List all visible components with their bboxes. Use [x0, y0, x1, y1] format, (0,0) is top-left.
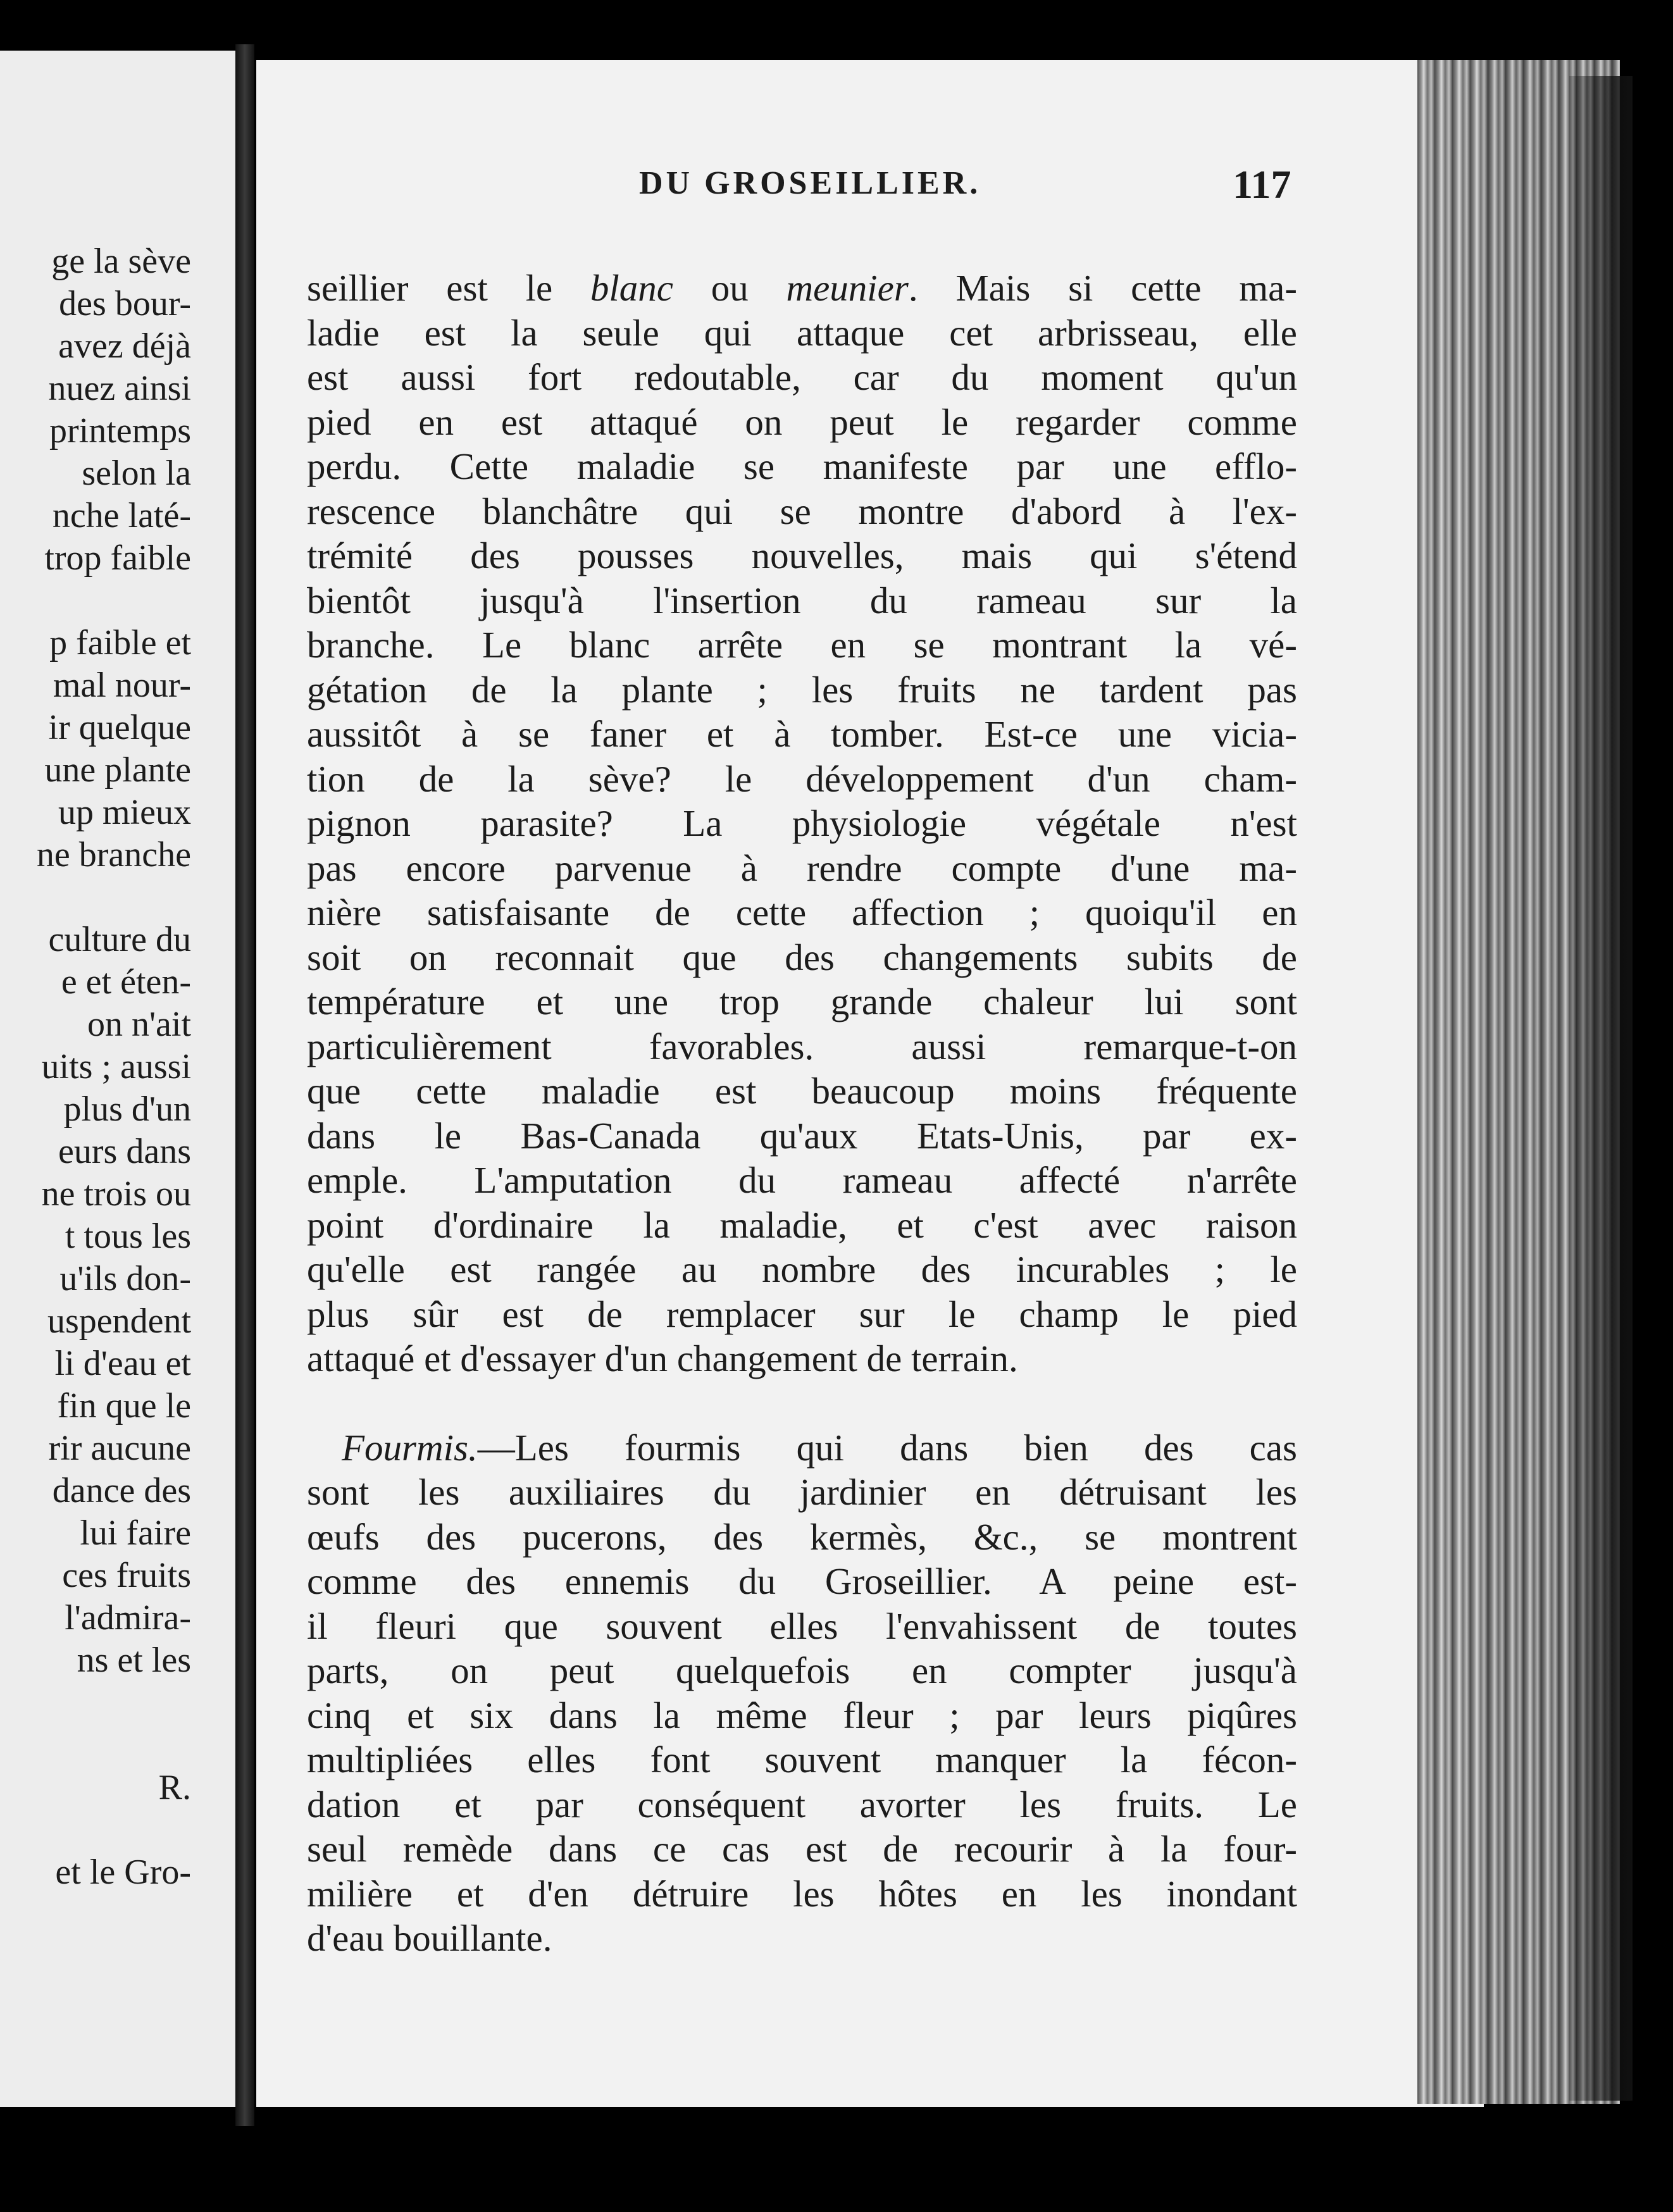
- left-text-line: ir quelque: [48, 708, 191, 747]
- text-line: dation et par conséquent avorter les fruits. Le: [307, 1783, 1297, 1825]
- left-text-line: trop faible: [44, 538, 191, 578]
- text-line: il fleuri que souvent elles l'envahissent de toutes: [307, 1605, 1297, 1647]
- paragraph-fourmis: [307, 1426, 1297, 1961]
- text-line: rescence blanchâtre qui se montre d'abord à l'ex-: [307, 490, 1297, 532]
- left-text-line: une plante: [44, 750, 191, 790]
- italic-term: meunier: [786, 267, 909, 309]
- text-line: parts, on peut quelquefois en compter jusqu'à: [307, 1650, 1297, 1691]
- left-text-line: [37, 1724, 191, 1767]
- text-line: nière satisfaisante de cette affection ; quoiqu'il en: [307, 892, 1297, 933]
- text-line: sont les auxiliaires du jardinier en détruisant les: [307, 1471, 1297, 1513]
- text-line: seul remède dans ce cas est de recourir à la four-: [307, 1828, 1297, 1870]
- left-text-line: culture du: [48, 920, 191, 959]
- left-text-line: nuez ainsi: [48, 369, 191, 408]
- left-text-line: fin que le: [57, 1386, 191, 1426]
- paragraph-lines: [307, 311, 1297, 1381]
- text-line: multipliées elles font souvent manquer la fécon-: [307, 1739, 1297, 1780]
- book-gutter: [235, 44, 254, 2126]
- text-line: est aussi fort redoutable, car du moment qu'un: [307, 356, 1297, 398]
- text-line: [307, 1426, 1297, 1470]
- text-line: dans le Bas-Canada qu'aux Etats-Unis, par ex-: [307, 1114, 1297, 1157]
- text-line: milière et d'en détruire les hôtes en les inondant: [307, 1872, 1297, 1915]
- text-fragment: seillier est le: [307, 267, 590, 309]
- left-text-line: uits ; aussi: [41, 1047, 191, 1086]
- text-line: pignon parasite? La physiologie végétale n'est: [307, 802, 1297, 844]
- text-line: œufs des pucerons, des kermès, &c., se montrent: [307, 1515, 1297, 1558]
- left-text-line: li d'eau et: [54, 1344, 191, 1383]
- left-text-line: selon la: [82, 454, 191, 493]
- left-text-line: u'ils don-: [59, 1259, 191, 1298]
- left-text-line: avez déjà: [58, 326, 191, 366]
- left-text-line: plus d'un: [63, 1090, 191, 1129]
- text-fragment: ou: [673, 267, 787, 309]
- text-line: [307, 266, 1297, 311]
- text-line: attaqué et d'essayer d'un changement de terrain.: [307, 1338, 1018, 1379]
- italic-heading: Fourmis.: [342, 1426, 478, 1469]
- left-text-line: ne branche: [36, 835, 191, 874]
- text-line: trémité des pousses nouvelles, mais qui s'étend: [307, 535, 1297, 576]
- text-line: comme des ennemis du Groseillier. A peine est-: [307, 1560, 1297, 1602]
- text-fragment: —Les fourmis qui dans bien des cas: [477, 1426, 1297, 1469]
- left-text-line: ns et les: [77, 1641, 191, 1680]
- left-text-line: rir aucune: [48, 1429, 191, 1468]
- text-line: point d'ordinaire la maladie, et c'est avec raison: [307, 1203, 1297, 1246]
- left-text-line: dance des: [52, 1471, 191, 1510]
- page-body: [307, 266, 1297, 1961]
- left-text-line: [37, 580, 191, 622]
- left-text-line: ne trois ou: [41, 1174, 191, 1214]
- left-page-text: [37, 240, 191, 1894]
- text-line: tion de la sève? le développement d'un cham-: [307, 757, 1297, 800]
- text-line: aussitôt à se faner et à tomber. Est-ce une vicia-: [307, 713, 1297, 755]
- text-line: d'eau bouillante.: [307, 1917, 552, 1959]
- left-text-line: l'admira-: [65, 1598, 191, 1637]
- text-line: pied en est attaqué on peut le regarder comme: [307, 401, 1297, 443]
- text-line: gétation de la plante ; les fruits ne tardent pas: [307, 668, 1297, 711]
- text-line: qu'elle est rangée au nombre des incurables ; le: [307, 1248, 1297, 1290]
- running-title: DU GROSEILLIER.: [639, 165, 981, 201]
- left-text-line: [37, 1809, 191, 1851]
- paragraph-lines: [307, 1470, 1297, 1961]
- left-text-line: up mieux: [58, 793, 191, 832]
- left-text-line: ge la sève: [51, 242, 191, 281]
- left-text-line: mal nour-: [53, 666, 191, 705]
- left-text-line: eurs dans: [58, 1132, 191, 1171]
- left-text-line: [37, 876, 191, 919]
- left-text-line: et le Gro-: [55, 1853, 191, 1892]
- italic-term: blanc: [590, 267, 673, 309]
- text-line: plus sûr est de remplacer sur le champ le pied: [307, 1293, 1297, 1335]
- text-line: que cette maladie est beaucoup moins fréquente: [307, 1070, 1297, 1112]
- left-text-line: R.: [158, 1768, 191, 1807]
- text-line: cinq et six dans la même fleur ; par leurs piqûres: [307, 1694, 1297, 1736]
- left-text-line: e et éten-: [61, 962, 191, 1002]
- left-text-line: on n'ait: [87, 1005, 191, 1044]
- text-line: perdu. Cette maladie se manifeste par une efflo-: [307, 445, 1297, 487]
- page-number: 117: [1233, 162, 1291, 207]
- left-text-line: uspendent: [47, 1302, 191, 1341]
- text-line: pas encore parvenue à rendre compte d'une ma-: [307, 847, 1297, 889]
- left-text-line: des bour-: [59, 284, 191, 323]
- text-line: branche. Le blanc arrête en se montrant la vé-: [307, 624, 1297, 666]
- left-text-line: printemps: [49, 411, 191, 450]
- left-text-line: p faible et: [49, 623, 191, 662]
- text-line: emple. L'amputation du rameau affecté n'arrête: [307, 1159, 1297, 1201]
- text-line: ladie est la seule qui attaque cet arbrisseau, elle: [307, 311, 1297, 354]
- left-text-line: nche laté-: [52, 496, 191, 535]
- left-text-line: [37, 1682, 191, 1724]
- text-line: température et une trop grande chaleur lui sont: [307, 981, 1297, 1022]
- text-fragment: . Mais si cette ma-: [908, 267, 1297, 309]
- left-text-line: lui faire: [80, 1513, 191, 1553]
- page-edges-shadow: [1569, 76, 1633, 2101]
- left-page-fragment: [0, 51, 235, 2107]
- left-text-line: t tous les: [65, 1217, 191, 1256]
- paragraph-blanc: [307, 266, 1297, 1381]
- text-line: soit on reconnait que des changements subits de: [307, 936, 1297, 978]
- text-line: particulièrement favorables. aussi remarque-t-on: [307, 1025, 1297, 1067]
- left-text-line: ces fruits: [62, 1556, 191, 1595]
- text-line: bientôt jusqu'à l'insertion du rameau sur la: [307, 579, 1297, 621]
